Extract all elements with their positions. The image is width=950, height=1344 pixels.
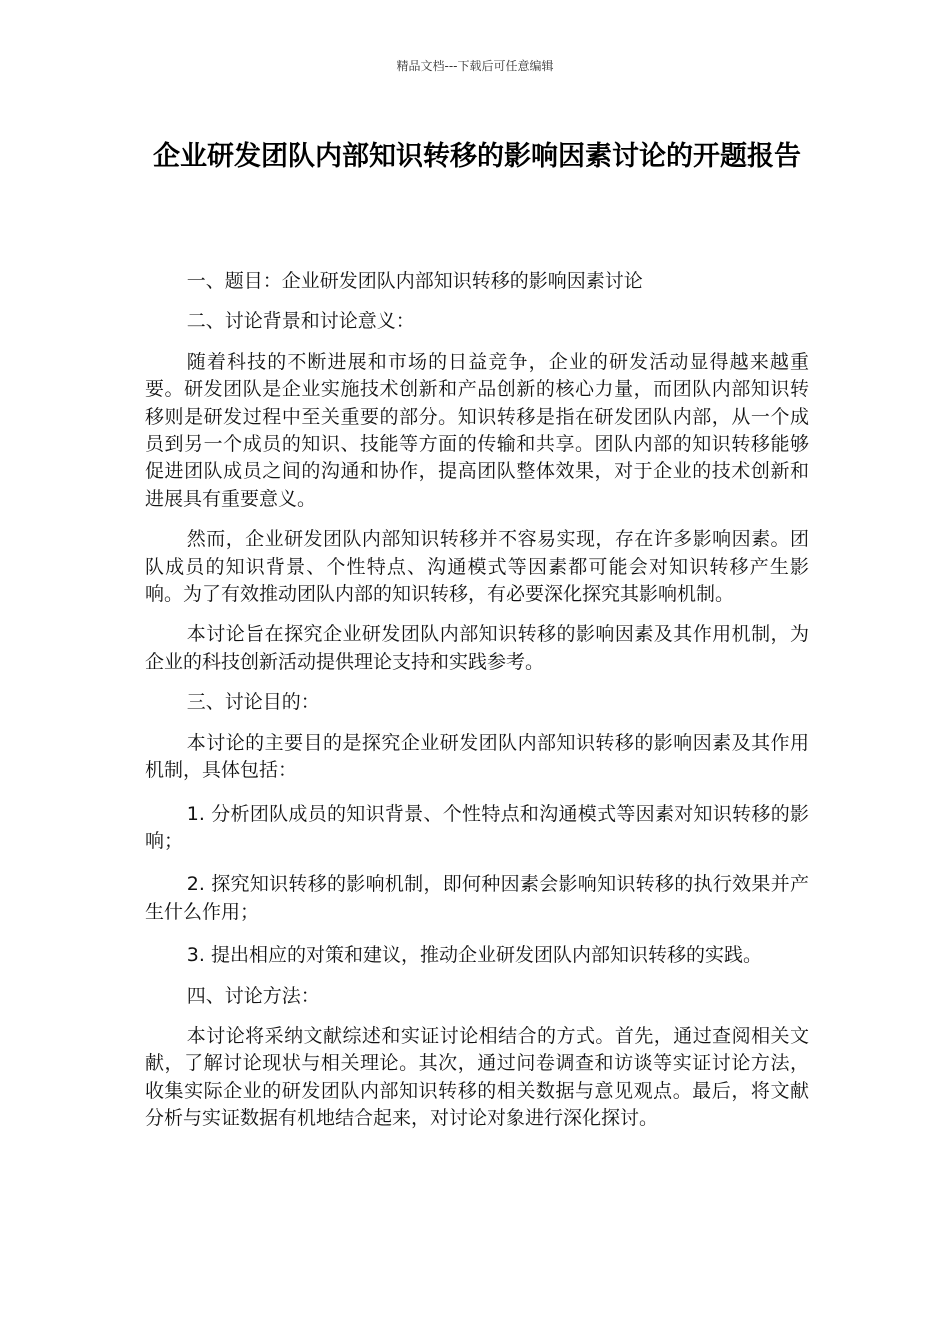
background-paragraph-2: 然而，企业研发团队内部知识转移并不容易实现，存在许多影响因素。团队成员的知识背景、个性特点、沟通模式等因素都可能会对知识转移产生影响。为了有效推动团队内部的知识转移，有必要深化探究其影响机制。: [145, 528, 809, 606]
document-body: [145, 268, 809, 1146]
purpose-item-1: 1. 分析团队成员的知识背景、个性特点和沟通模式等因素对知识转移的影响；: [145, 802, 809, 852]
background-paragraph-3: 本讨论旨在探究企业研发团队内部知识转移的影响因素及其作用机制，为企业的科技创新活动提供理论支持和实践参考。: [145, 623, 809, 673]
section-background-heading: 二、讨论背景和讨论意义：: [186, 310, 415, 333]
section-method-heading: 四、讨论方法：: [186, 984, 320, 1007]
section-topic: 一、题目：企业研发团队内部知识转移的影响因素讨论: [186, 270, 643, 292]
purpose-intro: 本讨论的主要目的是探究企业研发团队内部知识转移的影响因素及其作用机制，具体包括：: [145, 731, 809, 782]
method-paragraph-1: 本讨论将采纳文献综述和实证讨论相结合的方式。首先，通过查阅相关文献，了解讨论现状与相关理论。其次，通过问卷调查和访谈等实证讨论方法，收集实际企业的研发团队内部知识转移的相关数据与意见观点。最后，将文献分析与实证数据有机地结合起来，对讨论对象进行深化探讨。: [145, 1024, 809, 1130]
purpose-item-2: 2. 探究知识转移的影响机制，即何种因素会影响知识转移的执行效果并产生什么作用；: [145, 873, 809, 923]
document-title: 企业研发团队内部知识转移的影响因素讨论的开题报告: [153, 141, 801, 172]
background-paragraph-1: 随着科技的不断进展和市场的日益竞争，企业的研发活动显得越来越重要。研发团队是企业实施技术创新和产品创新的核心力量，而团队内部知识转移则是研发过程中至关重要的部分。知识转移是指在研发团队内部，从一个成员到另一个成员的知识、技能等方面的传输和共享。团队内部的知识转移能够促进团队成员之间的沟通和协作，提高团队整体效果，对于企业的技术创新和进展具有重要意义。: [145, 350, 809, 510]
purpose-item-3: 3. 提出相应的对策和建议，推动企业研发团队内部知识转移的实践。: [186, 944, 762, 967]
header-note: 精品文档---下载后可任意编辑: [396, 59, 554, 73]
section-purpose-heading: 三、讨论目的：: [186, 691, 320, 714]
